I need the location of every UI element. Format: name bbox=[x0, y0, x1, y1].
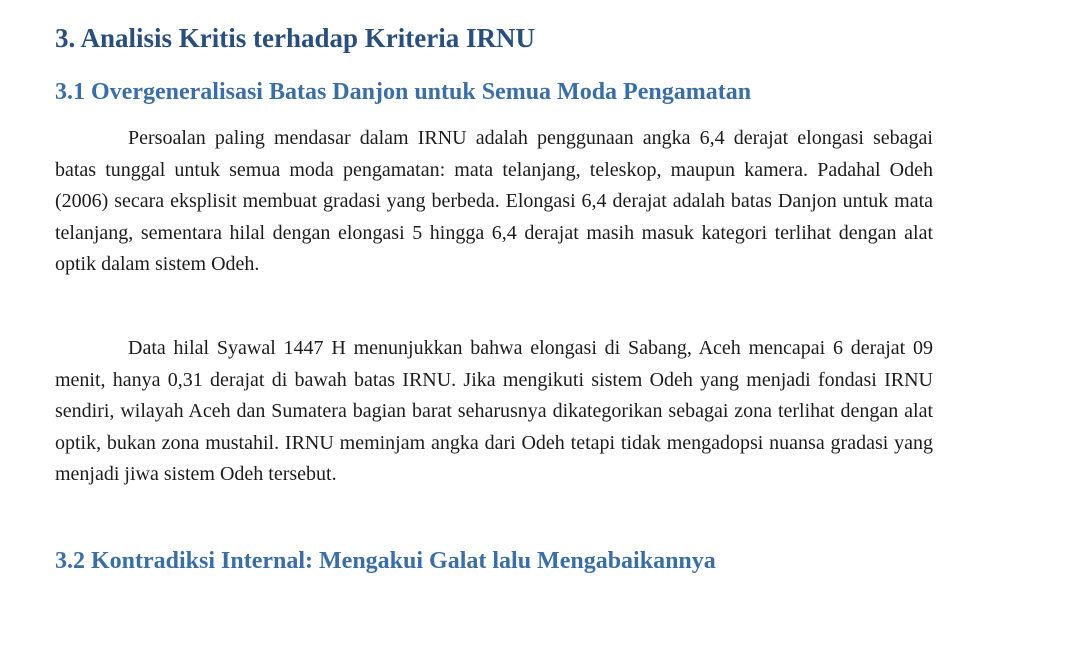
section-heading-3-1: 3.1 Overgeneralisasi Batas Danjon untuk Semua Moda Pengamatan bbox=[55, 79, 752, 105]
section-heading-3-2: 3.2 Kontradiksi Internal: Mengakui Galat lalu Mengabaikannya bbox=[55, 548, 716, 574]
body-paragraph-2: Data hilal Syawal 1447 H menunjukkan bahwa elongasi di Sabang, Aceh mencapai 6 derajat 09 menit, hanya 0,31 derajat di bawah batas IRNU. Jika mengikuti sistem Odeh yang menjadi fondasi IRNU sendiri, wilayah Aceh dan Sumatera bagian barat seharusnya dikategorikan sebagai zona terlihat dengan alat optik, bukan zona mustahil. IRNU meminjam angka dari Odeh tetapi tidak mengadopsi nuansa gradasi yang menjadi jiwa sistem Odeh tersebut. bbox=[55, 337, 933, 485]
main-heading: 3. Analisis Kritis terhadap Kriteria IRNU bbox=[55, 23, 535, 53]
body-paragraph-1: Persoalan paling mendasar dalam IRNU adalah penggunaan angka 6,4 derajat elongasi sebagai batas tunggal untuk semua moda pengamatan: mata telanjang, teleskop, maupun kamera. Padahal Odeh (2006) secara eksplisit membuat gradasi yang berbeda. Elongasi 6,4 derajat adalah batas Danjon untuk mata telanjang, sementara hilal dengan elongasi 5 hingga 6,4 derajat masih masuk kategori terlihat dengan alat optik dalam sistem Odeh. bbox=[55, 127, 933, 275]
